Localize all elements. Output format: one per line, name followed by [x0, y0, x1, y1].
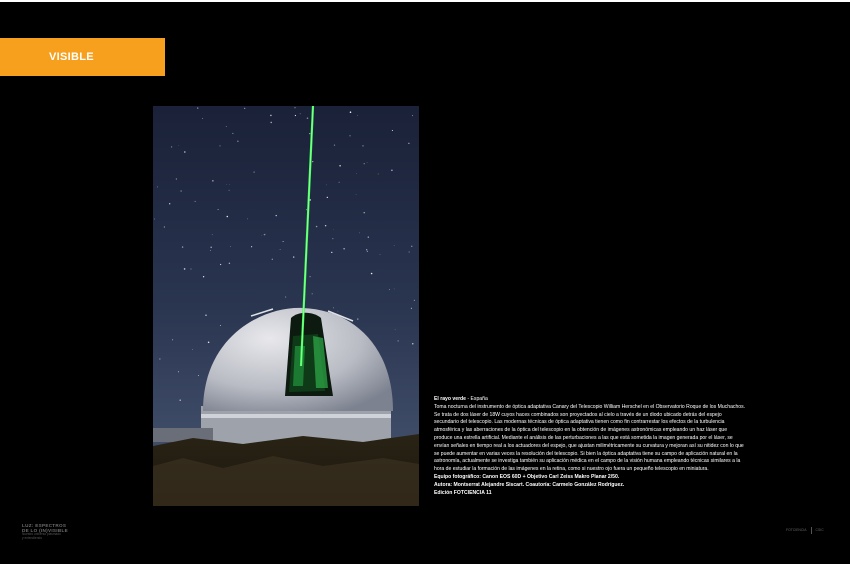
star [184, 151, 186, 153]
star [364, 212, 365, 213]
star [218, 209, 219, 210]
star [251, 246, 252, 247]
star [293, 256, 294, 257]
star [349, 135, 350, 136]
star [203, 276, 204, 277]
star [219, 145, 220, 146]
star [172, 339, 173, 340]
star [333, 308, 334, 309]
star [364, 163, 365, 164]
star [309, 133, 310, 134]
star [412, 115, 413, 116]
star [371, 273, 373, 275]
star [327, 197, 328, 198]
star [229, 263, 230, 264]
star [171, 146, 172, 147]
star [229, 190, 230, 191]
star [414, 300, 415, 301]
star [180, 190, 182, 192]
star [356, 173, 357, 174]
star [366, 249, 367, 250]
star [202, 118, 203, 119]
star [408, 143, 409, 144]
star [394, 289, 395, 290]
caption-equipment: Equipo fotográfico: Canon EOS 60D + Objetivo Carl Zeiss Makro Planar 2/50. [434, 473, 620, 480]
star [270, 115, 272, 117]
star [411, 246, 412, 247]
star [307, 117, 309, 119]
star [339, 165, 341, 167]
caption-title: El rayo verde [434, 396, 466, 402]
star [208, 342, 210, 344]
star [176, 178, 177, 179]
star [392, 130, 393, 131]
star [398, 340, 399, 341]
caption-body: Toma nocturna del instrumento de óptica adaptativa Canary del Telescopio William Herschel en el Observatorio Roque de los Muchachos. Se trata de dos láser de 18W cuyos haces combinados son proyectados al cielo a través de un diodo ubicado detrás del espejo secundario del telescopio. Las modernas técnicas de óptica adaptativa tienen como fin contrarrestar los efectos de la turbulencia atmosférica y las aberraciones de la óptica del telescopio en la obtención de imágenes astronómicas empleando un haz láser que produce una estrella artificial. Mediante el análisis de las perturbaciones a las que está sometida la imagen generada por el láser, se envían señales en tiempo real a los actuadores del espejo, que ajustan milimétricamente su curvatura y mejoran así su nitidez con lo que se puede aumentar en varias veces la resolución del telescopio. Si bien la óptica adaptativa tiene su campo de aplicación natural en la astronomía, actualmente se investiga también su aplicación médica en el campo de la visión humana empleando técnicas similares a la hora de estudiar la formación de las imágenes en la retina, como si nuestro ojo fuera un pequeño telescopio en miniatura. [434, 403, 746, 473]
star [343, 248, 344, 249]
logo-line-1: LUZ: ESPECTROS [22, 523, 67, 528]
star [325, 225, 326, 226]
logo-line-2: DE LO (IN)VISIBLE [22, 528, 68, 533]
star [367, 162, 368, 163]
star [391, 169, 393, 171]
star [220, 325, 221, 326]
star [237, 141, 238, 142]
caption-location-separator: - [466, 396, 471, 402]
observatory-photo [153, 106, 419, 506]
star [312, 293, 313, 294]
star [270, 122, 272, 124]
star [309, 276, 310, 277]
star [229, 184, 230, 185]
star [220, 264, 221, 265]
star [210, 250, 211, 251]
star [331, 252, 332, 253]
star [264, 234, 265, 235]
star [367, 251, 368, 252]
star [389, 289, 390, 290]
star [295, 115, 296, 116]
star [316, 226, 318, 228]
star [178, 371, 179, 372]
star [226, 184, 227, 185]
star [280, 249, 281, 250]
photo-caption [434, 396, 746, 497]
star [276, 215, 277, 216]
star [179, 399, 180, 400]
star [334, 145, 335, 146]
star [339, 182, 340, 183]
sponsor-divider [811, 527, 812, 534]
star [159, 359, 160, 360]
star [357, 115, 358, 116]
star [412, 343, 413, 344]
star [378, 174, 379, 175]
star [164, 227, 165, 228]
logo-line-3: Nuestro universo plasmado [22, 532, 61, 536]
logo-line-4: y entendiendo [22, 535, 43, 540]
star [285, 296, 286, 297]
star [192, 349, 193, 350]
star [272, 259, 273, 260]
star [394, 245, 395, 246]
star [368, 236, 369, 237]
star [356, 194, 357, 195]
caption-edition: Edición FOTCIENCIA 11 [434, 489, 492, 496]
star [244, 108, 245, 109]
sponsor-logo-2: CSIC [815, 527, 824, 532]
star [300, 113, 301, 114]
star [212, 180, 213, 181]
star [409, 252, 410, 253]
star [312, 161, 313, 162]
star [253, 171, 254, 172]
star [178, 145, 179, 146]
sponsor-logos [786, 527, 824, 534]
star [191, 269, 192, 270]
star [247, 219, 248, 220]
star [350, 111, 352, 113]
star [230, 246, 231, 247]
star [362, 145, 363, 146]
star [195, 201, 196, 202]
star [232, 133, 233, 134]
star [182, 246, 183, 247]
star [326, 185, 327, 186]
star [337, 311, 338, 312]
star [184, 268, 186, 270]
star [411, 308, 412, 309]
exhibit-panel [0, 2, 850, 564]
star [212, 234, 213, 235]
sponsor-logo-1: FOTCIENCIA [786, 527, 807, 532]
star [380, 254, 381, 255]
star [227, 216, 229, 218]
star [198, 375, 199, 376]
star [294, 107, 296, 109]
star [157, 186, 158, 187]
section-tag-label: VISIBLE [49, 51, 94, 63]
star [332, 238, 333, 239]
caption-location: España [470, 396, 488, 402]
star [226, 126, 227, 127]
star [210, 247, 212, 249]
star [262, 235, 263, 236]
star [359, 233, 360, 234]
exhibition-logo [22, 523, 68, 541]
star [357, 318, 358, 319]
star [333, 229, 334, 230]
star [283, 241, 284, 242]
star [154, 219, 155, 220]
caption-authors: Autora: Montserrat Alejandre Siscart. Coautoría: Carmelo González Rodríguez. [434, 481, 625, 488]
star [265, 234, 266, 235]
star [197, 107, 198, 108]
star [205, 314, 206, 315]
star [169, 203, 170, 204]
star [395, 329, 396, 330]
star [306, 209, 307, 210]
section-tag [0, 38, 165, 76]
